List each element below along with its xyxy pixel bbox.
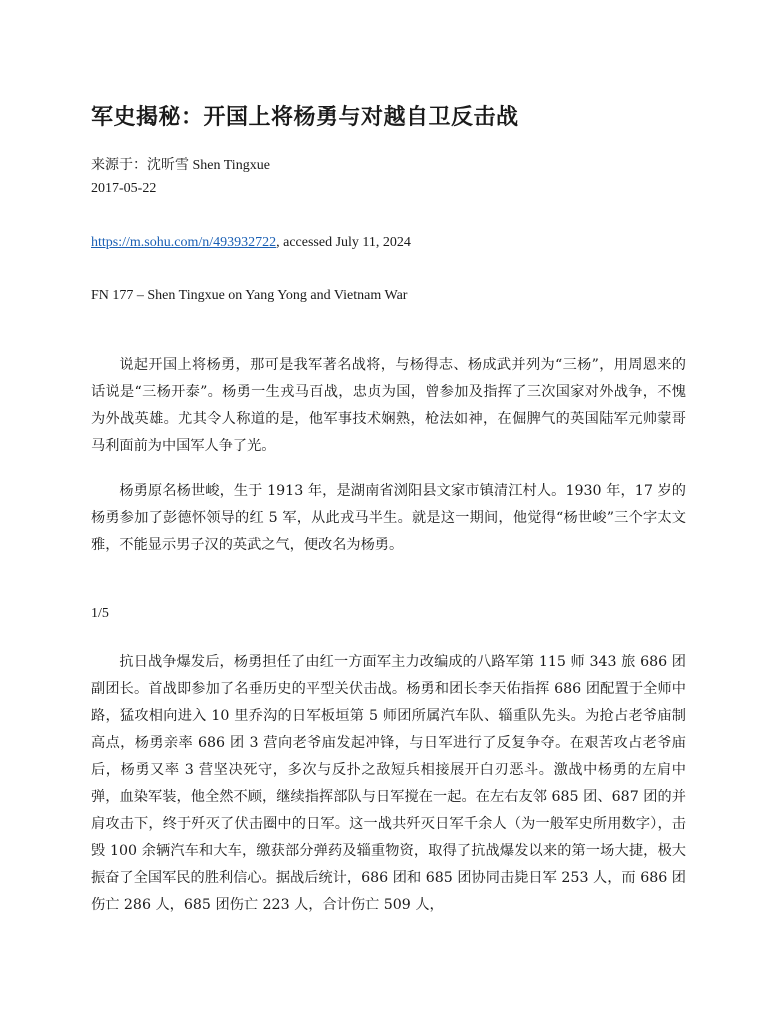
section-marker: 1/5 — [91, 606, 109, 621]
article-source: 来源于：沈昕雪 Shen Tingxue — [91, 158, 270, 173]
source-link[interactable]: https://m.sohu.com/n/493932722 — [91, 235, 277, 250]
article-date: 2017-05-22 — [91, 181, 157, 196]
paragraph-war: 抗日战争爆发后，杨勇担任了由红一方面军主力改编成的八路军第 115 师 343 旅 686 团副团长。首战即参加了名垂历史的平型关伏击战。杨勇和团长李天佑指挥 686 团配置于全师中路，猛攻相向进入 10 里乔沟的日军板垣第 5 师团所属汽车队、辎重队先头。为抢占老爷庙制高点，杨勇亲率 686 团 3 营向老爷庙发起冲锋，与日军进行了反复争夺。在艰苦攻占老爷庙后，杨勇又率 3 营坚决死守，多次与反扑之敌短兵相接展开白刃恶斗。激战中杨勇的左肩中弹，血染军装，他全然不顾，继续指挥部队与日军搅在一起。在左右友邻 685 团、687 团的并肩攻击下，终于歼灭了伏击圈中的日军。这一战共歼灭日军千余人（为一般军史所用数字），击毁 100 余辆汽车和大车，缴获部分弹药及辎重物资，取得了抗战爆发以来的第一场大捷，极大振奋了全国军民的胜利信心。据战后统计，686 团和 685 团协同击毙日军 253 人，而 686 团伤亡 286 人，685 团伤亡 223 人，合计伤亡 509 人， — [91, 654, 686, 913]
paragraph-origin: 杨勇原名杨世峻，生于 1913 年，是湖南省浏阳县文家市镇清江村人。1930 年，17 岁的杨勇参加了彭德怀领导的红 5 军，从此戎马半生。就是这一期间，他觉得“杨世峻”三个字太文雅，不能显示男子汉的英武之气，便改名为杨勇。 — [91, 483, 686, 553]
source-link-line — [91, 235, 411, 251]
paragraph-intro: 说起开国上将杨勇，那可是我军著名战将，与杨得志、杨成武并列为“三杨”，用周恩来的话说是“三杨开泰”。杨勇一生戎马百战，忠贞为国，曾参加及指挥了三次国家对外战争，不愧为外战英雄。尤其令人称道的是，他军事技术娴熟，枪法如神，在倔脾气的英国陆军元帅蒙哥马利面前为中国军人争了光。 — [91, 357, 686, 454]
accessed-note: , accessed July 11, 2024 — [276, 235, 411, 250]
footnote-label: FN 177 – Shen Tingxue on Yang Yong and Vietnam War — [91, 288, 408, 303]
article-title: 军史揭秘：开国上将杨勇与对越自卫反击战 — [91, 104, 519, 130]
